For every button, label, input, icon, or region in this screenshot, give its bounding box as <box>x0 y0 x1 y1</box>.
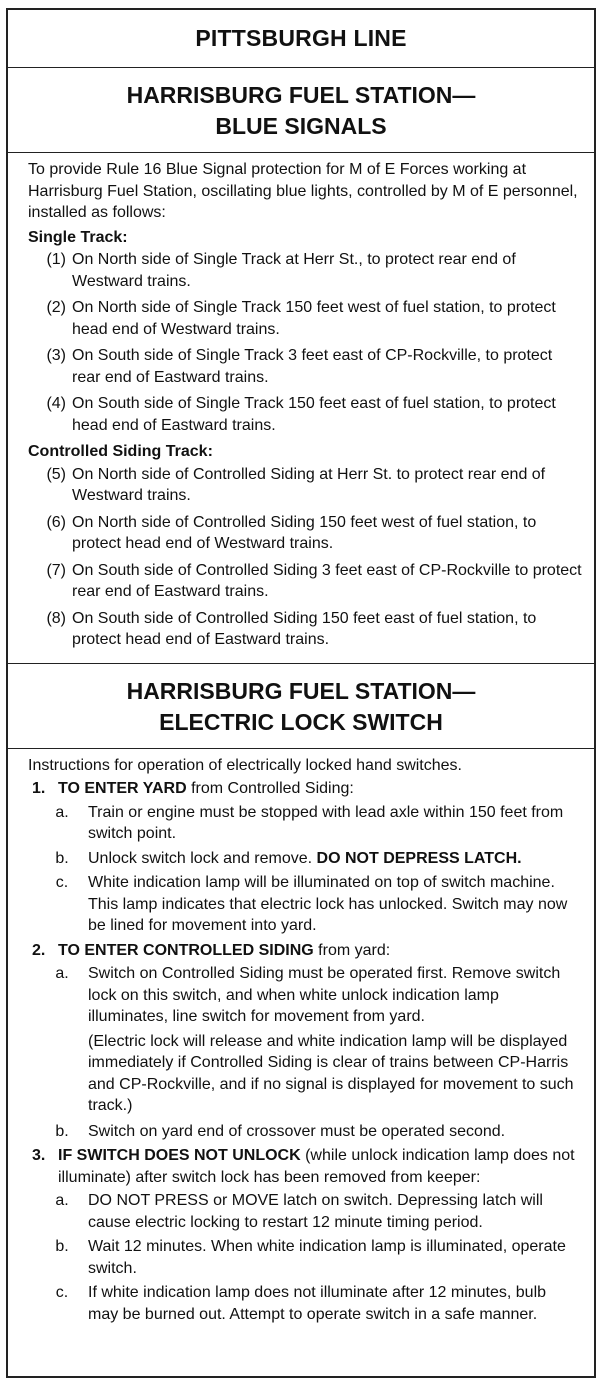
step-heading-rest: from yard: <box>313 941 391 959</box>
item-text <box>88 848 582 870</box>
item-number: (3) <box>46 347 66 364</box>
list-item <box>28 249 582 292</box>
item-text-plain: Unlock switch lock and remove. <box>88 849 317 867</box>
step-3-a <box>28 1190 582 1233</box>
item-text: On North side of Single Track at Herr St., to protect rear end of Westward trains. <box>72 251 516 290</box>
item-text: If white indication lamp does not illuminate after 12 minutes, bulb may be burned out. Attempt to operate switch in a safe manner. <box>88 1284 547 1323</box>
step-2 <box>28 940 582 962</box>
item-text: Wait 12 minutes. When white indication lamp is illuminated, operate switch. <box>88 1238 566 1277</box>
section-title-blue-signals <box>8 68 594 153</box>
step-3 <box>28 1145 582 1188</box>
instructions-intro: Instructions for operation of electrically locked hand switches. <box>28 756 462 774</box>
section-title-line: ELECTRIC LOCK SWITCH <box>159 708 443 735</box>
item-number: (2) <box>46 299 66 316</box>
electric-lock-body <box>8 749 594 1333</box>
item-text: On South side of Controlled Siding 150 feet east of fuel station, to protect head end of Eastward trains. <box>72 609 537 648</box>
section-title-line: HARRISBURG FUEL STATION— <box>126 677 476 704</box>
item-text-bold: DO NOT DEPRESS LATCH. <box>316 849 522 867</box>
item-number: (1) <box>46 251 66 268</box>
section-title-electric-lock <box>8 664 594 749</box>
step-heading-bold: TO ENTER CONTROLLED SIDING <box>58 941 314 959</box>
section-title-line: BLUE SIGNALS <box>215 113 387 139</box>
controlled-siding-list <box>28 464 582 651</box>
step-heading <box>58 940 582 962</box>
item-letter: a. <box>55 1192 69 1209</box>
item-text: Switch on yard end of crossover must be operated second. <box>88 1122 506 1140</box>
step-2-a <box>28 963 582 1028</box>
step-heading <box>58 1145 582 1188</box>
step-2-a-note: (Electric lock will release and white indication lamp will be displayed immediately if Controlled Siding is clear of trains between CP-Harris and CP-Rockville, and if no signal is displayed for movement to such track.) <box>88 1032 574 1114</box>
item-letter: c. <box>55 1284 69 1301</box>
timetable-page <box>6 8 596 1378</box>
item-number: (7) <box>46 561 66 579</box>
item-letter: b. <box>55 1238 69 1255</box>
item-text: Switch on Controlled Siding must be operated first. Remove switch lock on this switch, and when white unlock indication lamp illuminates, line switch for movement from yard. <box>88 965 561 1025</box>
item-text: DO NOT PRESS or MOVE latch on switch. Depressing latch will cause electric locking to restart 12 minute timing period. <box>88 1192 543 1231</box>
list-item <box>28 345 582 388</box>
step-heading-rest: (while unlock indication lamp does not illuminate) after switch lock has been removed from keeper: <box>58 1147 575 1186</box>
step-1 <box>28 778 582 800</box>
step-3-c <box>28 1282 582 1325</box>
step-1-c <box>28 872 582 937</box>
list-item <box>28 393 582 436</box>
step-1-a <box>28 802 582 845</box>
item-number: (5) <box>46 465 66 483</box>
item-text: White indication lamp will be illuminated on top of switch machine. This lamp indicates that electric lock has unlocked. Switch may now be lined for movement into yard. <box>88 874 568 934</box>
step-number: 1. <box>32 780 46 797</box>
step-number: 2. <box>32 941 46 959</box>
step-number: 3. <box>32 1147 46 1164</box>
item-letter: a. <box>55 965 69 982</box>
item-letter: b. <box>55 1122 69 1140</box>
list-item <box>28 464 582 507</box>
intro-paragraph: To provide Rule 16 Blue Signal protection for M of E Forces working at Harrisburg Fuel Station, oscillating blue lights, controlled by M of E personnel, installed as follows: <box>28 161 578 221</box>
step-heading-bold: TO ENTER YARD <box>58 780 187 797</box>
step-2-b <box>28 1121 582 1143</box>
list-item <box>28 297 582 340</box>
page-title: PITTSBURGH LINE <box>195 25 407 51</box>
item-text: On South side of Single Track 150 feet east of fuel station, to protect head end of Eastward trains. <box>72 395 556 434</box>
page-header <box>8 10 594 68</box>
list-item <box>28 560 582 603</box>
step-1-b <box>28 848 582 870</box>
controlled-siding-heading: Controlled Siding Track: <box>28 443 213 460</box>
item-text: On North side of Single Track 150 feet west of fuel station, to protect head end of Westward trains. <box>72 299 556 338</box>
item-letter: a. <box>55 803 69 821</box>
item-text: On North side of Controlled Siding at Herr St. to protect rear end of Westward trains. <box>72 465 546 504</box>
step-heading <box>58 778 582 800</box>
step-3-b <box>28 1236 582 1279</box>
item-text: On South side of Single Track 3 feet east of CP-Rockville, to protect rear end of Eastward trains. <box>72 347 553 386</box>
item-text: Train or engine must be stopped with lead axle within 150 feet from switch point. <box>88 803 564 842</box>
blue-signals-body <box>8 153 594 660</box>
list-item <box>28 608 582 651</box>
item-text: On North side of Controlled Siding 150 feet west of fuel station, to protect head end of Westward trains. <box>72 513 537 552</box>
step-heading-bold: IF SWITCH DOES NOT UNLOCK <box>58 1147 301 1164</box>
list-item <box>28 512 582 555</box>
item-number: (4) <box>46 395 66 412</box>
item-letter: c. <box>55 874 69 891</box>
single-track-heading: Single Track: <box>28 228 128 246</box>
item-text: On South side of Controlled Siding 3 feet east of CP-Rockville to protect rear end of Eastward trains. <box>72 561 582 600</box>
single-track-list <box>28 249 582 436</box>
step-heading-rest: from Controlled Siding: <box>186 780 354 797</box>
section-title-line: HARRISBURG FUEL STATION— <box>126 82 476 108</box>
item-letter: b. <box>55 849 69 867</box>
item-number: (8) <box>46 609 66 627</box>
item-number: (6) <box>46 513 66 531</box>
